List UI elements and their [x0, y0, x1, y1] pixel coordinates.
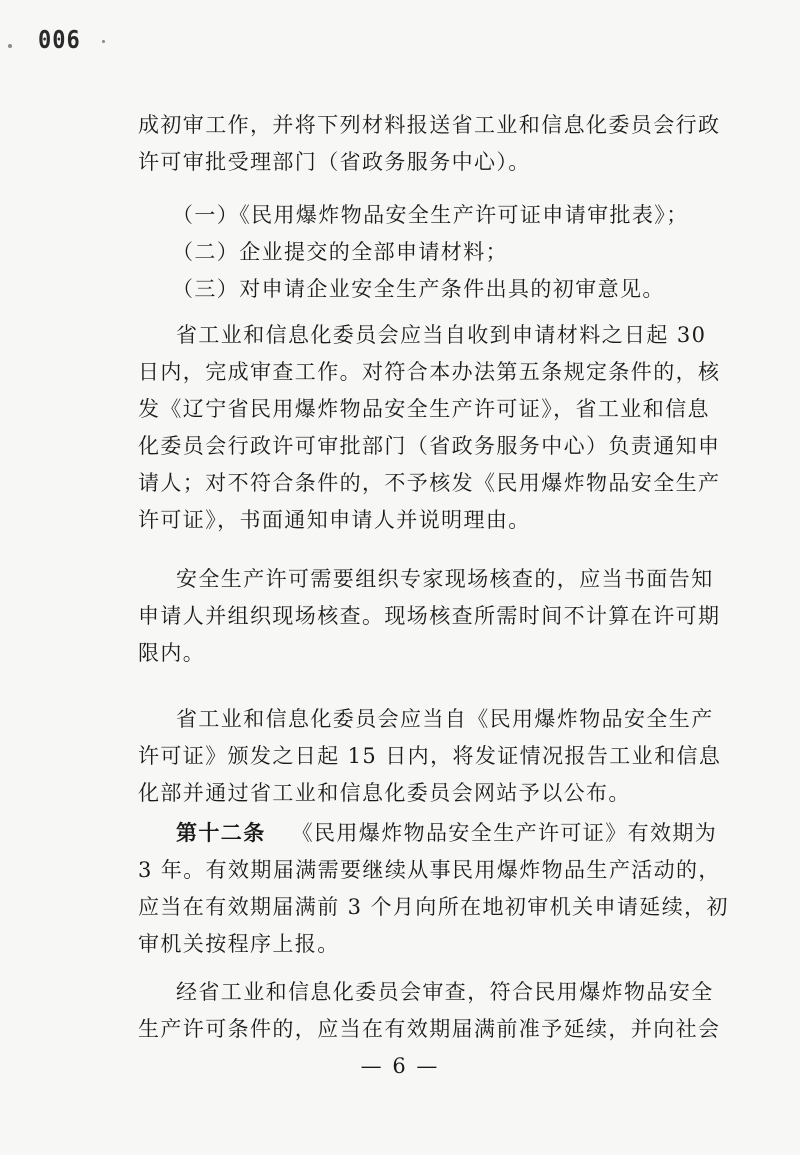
text-line: 省工业和信息化委员会应当自收到申请材料之日起 30 — [176, 323, 707, 347]
text-line: 生产许可条件的，应当在有效期届满前准予延续，并向社会 — [138, 1017, 721, 1041]
text-line: 请人；对不符合条件的，不予核发《民用爆炸物品安全生产 — [138, 471, 721, 495]
text-line: 成初审工作，并将下列材料报送省工业和信息化委员会行政 — [138, 113, 721, 137]
text-line: 许可证》颁发之日起 15 日内，将发证情况报告工业和信息 — [138, 744, 722, 768]
page-number-footer: — 6 — — [360, 1054, 440, 1078]
article-label: 第十二条 — [176, 821, 266, 845]
scan-speck — [8, 44, 12, 48]
text-line: 化部并通过省工业和信息化委员会网站予以公布。 — [138, 781, 631, 805]
scan-speck — [102, 40, 105, 43]
text-line: 化委员会行政许可审批部门（省政务服务中心）负责通知申 — [138, 434, 721, 458]
list-item: （三）对申请企业安全生产条件出具的初审意见。 — [172, 277, 665, 301]
article-text: 《民用爆炸物品安全生产许可证》有效期为 — [291, 821, 718, 845]
text-line: 省工业和信息化委员会应当自《民用爆炸物品安全生产 — [176, 707, 714, 731]
text-line: 许可证》，书面通知申请人并说明理由。 — [138, 508, 531, 532]
text-line: 安全生产许可需要组织专家现场核查的，应当书面告知 — [176, 567, 714, 591]
text-line: 申请人并组织现场核查。现场核查所需时间不计算在许可期 — [138, 604, 721, 628]
text-line: 审机关按程序上报。 — [138, 932, 340, 956]
list-item: （二）企业提交的全部申请材料； — [172, 240, 508, 264]
text-line: 发《辽宁省民用爆炸物品安全生产许可证》，省工业和信息 — [138, 397, 710, 421]
text-line — [176, 821, 717, 845]
text-line: 应当在有效期届满前 3 个月向所在地初审机关申请延续，初 — [138, 895, 729, 919]
page-stamp-number: 006 — [38, 26, 81, 55]
text-line: 限内。 — [138, 641, 206, 665]
text-line: 经省工业和信息化委员会审查，符合民用爆炸物品安全 — [176, 980, 714, 1004]
text-line: 3 年。有效期届满需要继续从事民用爆炸物品生产活动的， — [138, 858, 721, 882]
list-item: （一）《民用爆炸物品安全生产许可证申请审批表》； — [172, 203, 689, 227]
text-line: 许可审批受理部门（省政务服务中心）。 — [138, 150, 531, 174]
text-line: 日内，完成审查工作。对符合本办法第五条规定条件的，核 — [138, 360, 721, 384]
